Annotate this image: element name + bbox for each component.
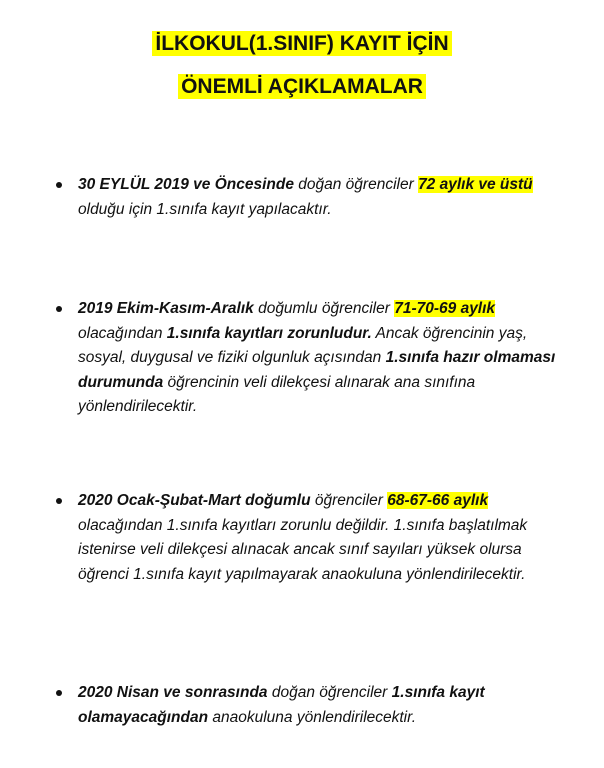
highlighted-text: 71-70-69 aylık [394,300,496,317]
bold-text: 2019 Ekim-Kasım-Aralık [78,300,254,317]
text-segment: anaokuluna yönlendirilecektir. [208,708,417,726]
list-item-text [78,489,556,587]
bullet-icon [56,182,62,188]
bullet-icon [56,498,62,504]
page-title-line-1 [0,32,604,56]
title-text-2: ÖNEMLİ AÇIKLAMALAR [178,74,426,99]
list-item [56,489,556,587]
text-segment: olduğu için 1.sınıfa kayıt yapılacaktır. [78,200,332,218]
text-segment: Ancak öğrencinin yaş, sosyal, duygusal ve fiziki olgunluk açısından [78,324,528,366]
title-text-1: İLKOKUL(1.SINIF) KAYIT İÇİN [152,31,451,56]
highlighted-text: 72 aylık ve üstü [418,176,533,193]
text-segment: öğrencinin veli dilekçesi alınarak ana sınıfına yönlendirilecektir. [78,373,476,415]
list-item-text [78,173,556,222]
bullet-icon [56,690,62,696]
highlighted-text: 68-67-66 aylık [387,492,489,509]
list-item [56,297,556,420]
bold-text: 1.sınıfa hazır olmaması durumunda [78,349,556,391]
text-segment: doğan öğrenciler [293,176,419,193]
bold-text: 1.sınıfa kayıtları zorunludur. [166,324,372,342]
bold-text: 30 EYLÜL 2019 ve Öncesinde [78,176,294,193]
list-item-text [78,681,556,730]
bold-text: 2020 Ocak-Şubat-Mart doğumlu [78,492,311,509]
bold-text: 1.sınıfa kayıt olamayacağından [78,684,485,726]
text-segment: öğrenciler [310,492,388,509]
list-item [56,173,556,222]
list-item [56,681,556,730]
text-segment: olacağından 1.sınıfa kayıtları zorunlu değildir. 1.sınıfa başlatılmak istenirse veli dilekçesi alınacak ancak sınıf sayıları yüksek olursa öğrenci 1.sınıfa kayıt yapılmayarak anaokuluna yönlendirilecektir. [78,516,528,583]
page-title-line-2 [0,75,604,99]
text-segment: doğan öğrenciler [267,684,392,701]
bullet-icon [56,306,62,312]
bold-text: 2020 Nisan ve sonrasında [78,684,268,701]
text-segment: doğumlu öğrenciler [253,300,395,317]
list-item-text [78,297,556,420]
text-segment: olacağından [78,324,167,342]
